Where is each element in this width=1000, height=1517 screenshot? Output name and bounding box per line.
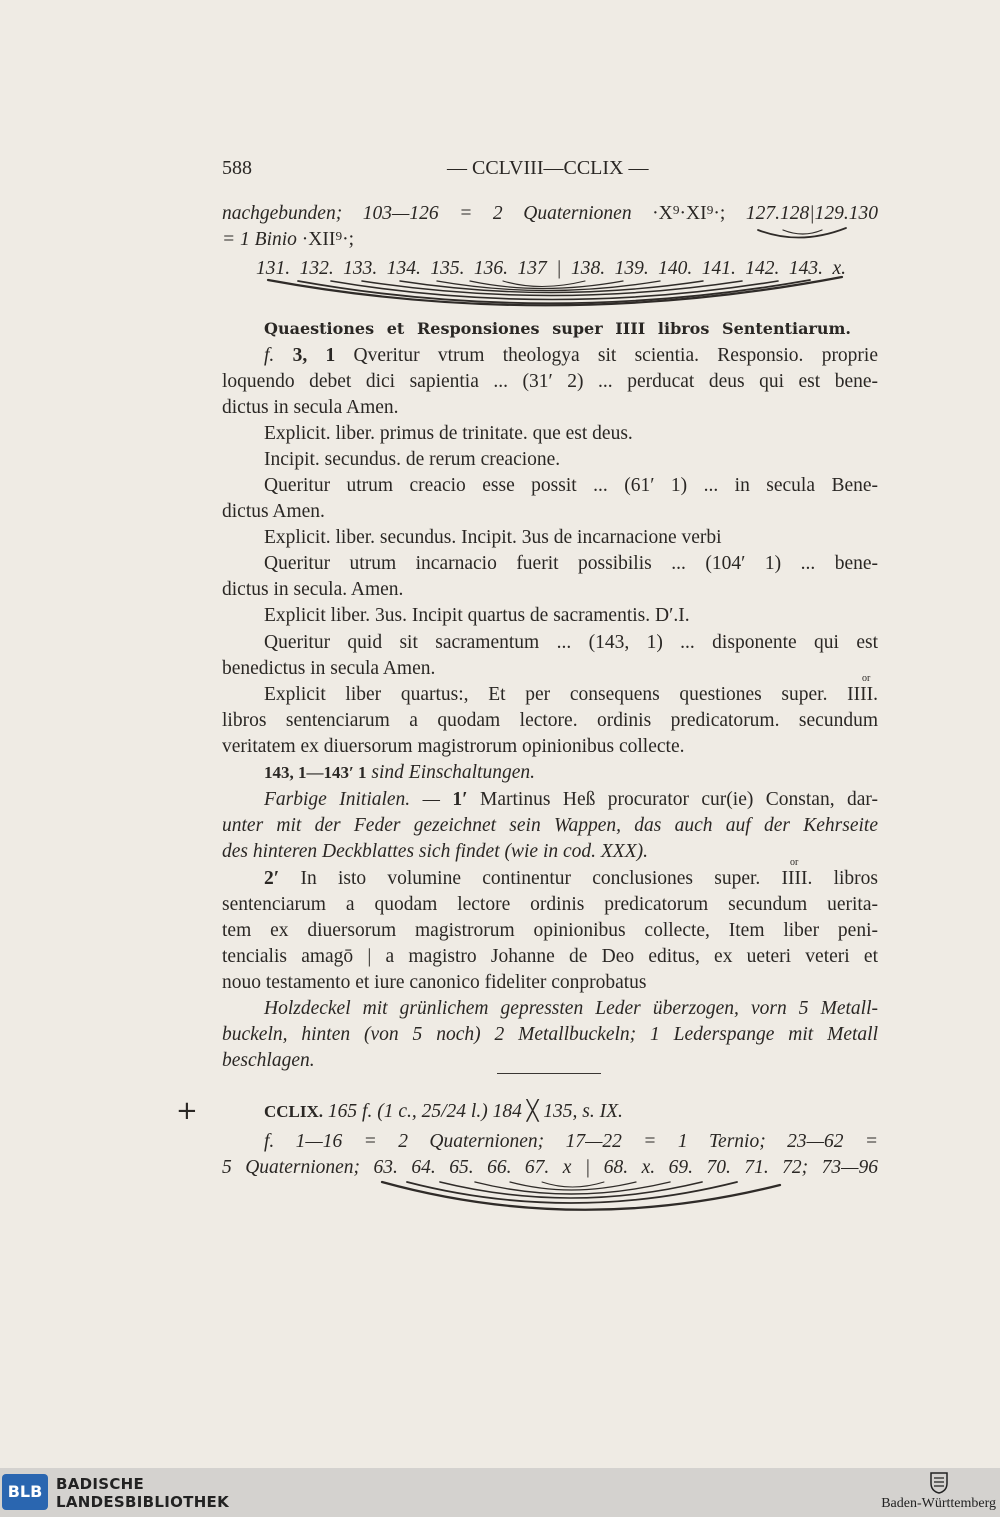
section-title: Quaestiones et Responsiones super IIII libros Sententiarum. — [264, 319, 851, 338]
collation-line-2: = 1 Binio ·XII⁹·; — [222, 229, 355, 250]
text-line: f. 1—16 = 2 Quaternionen; 17—22 = 1 Ternio; 23—62 = — [264, 1131, 878, 1152]
text-line: unter mit der Feder gezeichnet sein Wappen, das auch auf der Kehrseite — [222, 815, 878, 836]
state-name: Baden-Württemberg — [881, 1496, 996, 1511]
abbrev-mark: or — [862, 673, 871, 684]
text-line: 2′ In isto volumine continentur conclusiones super. IIII. libros — [264, 868, 878, 889]
text-line: f. 3, 1 Qveritur vtrum theologya sit scientia. Responsio. proprie — [264, 345, 878, 366]
text-line: benedictus in secula Amen. — [222, 658, 436, 679]
arc — [503, 281, 585, 287]
text-line: Queritur utrum creacio esse possit ... (61′ 1) ... in secula Bene- — [264, 475, 878, 496]
text-line: dictus in secula. Amen. — [222, 579, 404, 600]
text-line: tencialis amagō | a magistro Johanne de Deo editus, ex ueteri veteri et — [222, 946, 878, 967]
text-line: tem ex diuersorum magistrorum opinionibus collecte, Item liber peni- — [222, 920, 878, 941]
text-line: Explicit. liber. primus de trinitate. que est deus. — [264, 423, 633, 444]
text-line: 5 Quaternionen; 63. 64. 65. 66. 67. x | 68. x. 69. 70. 71. 72; 73—96 — [222, 1157, 878, 1178]
text-line: Incipit. secundus. de rerum creacione. — [264, 449, 561, 470]
margin-cross: + — [176, 1096, 198, 1126]
text-line: Queritur utrum incarnacio fuerit possibilis ... (104′ 1) ... bene- — [264, 553, 878, 574]
footer-bar — [0, 1468, 1000, 1517]
text-line: 143, 1—143′ 1 sind Einschaltungen. — [264, 762, 535, 783]
page-number: 588 — [222, 157, 252, 179]
text-line: des hinteren Deckblattes sich findet (wie in cod. XXX). — [222, 841, 648, 862]
arc — [510, 1182, 636, 1190]
arc — [470, 281, 623, 289]
text-line: Holzdeckel mit grünlichem gepressten Leder überzogen, vorn 5 Metall- — [264, 998, 878, 1019]
codex-heading: CCLIX. 165 f. (1 c., 25/24 l.) 184 ╳ 135, s. IX. — [264, 1101, 623, 1122]
text-line: Explicit. liber. secundus. Incipit. 3us de incarnacione verbi — [264, 527, 722, 548]
text-line: beschlagen. — [222, 1050, 315, 1071]
text-line: sentenciarum a quodam lectore ordinis predicatorum secundum uerita- — [222, 894, 878, 915]
text-line: loquendo debet dici sapientia ... (31′ 2) ... perducat deus qui est bene- — [222, 371, 878, 392]
library-name: BADISCHE LANDESBIBLIOTHEK — [56, 1475, 230, 1511]
arc — [268, 277, 842, 305]
text-line: dictus Amen. — [222, 501, 325, 522]
text-line: dictus in secula Amen. — [222, 397, 399, 418]
arc — [475, 1182, 670, 1194]
text-line: Explicit liber quartus:, Et per consequens questiones super. IIII. — [264, 684, 878, 705]
collation-line-1: nachgebunden; 103—126 = 2 Quaternionen ·X⁹·XI⁹·; 127.128|129.130 — [222, 203, 878, 224]
arc — [783, 230, 822, 234]
collation-line-3: 131. 132. 133. 134. 135. 136. 137 | 138. 139. 140. 141. 142. 143. x. — [256, 258, 846, 279]
coat-of-arms-icon — [928, 1470, 950, 1494]
text-line: Explicit liber. 3us. Incipit quartus de sacramentis. D′.I. — [264, 605, 690, 626]
text-line: Queritur quid sit sacramentum ... (143, 1) ... disponente qui est — [264, 632, 878, 653]
arc — [758, 228, 846, 238]
text-line: buckeln, hinten (von 5 noch) 2 Metallbuckeln; 1 Lederspange mit Metall — [222, 1024, 878, 1045]
abbrev-mark: or — [790, 857, 799, 868]
running-title: — CCLVIII—CCLIX — — [447, 157, 649, 179]
blb-logo[interactable]: BLB — [2, 1474, 48, 1510]
arc — [542, 1182, 604, 1187]
text-line: libros sentenciarum a quodam lectore. ordinis predicatorum. secundum — [222, 710, 878, 731]
text-line: nouo testamento et iure canonico fideliter conprobatus — [222, 972, 647, 993]
text-line: Farbige Initialen. — 1′ Martinus Heß procurator cur(ie) Constan, dar- — [264, 789, 878, 810]
text-line: veritatem ex diuersorum magistrorum opinionibus collecte. — [222, 736, 685, 757]
